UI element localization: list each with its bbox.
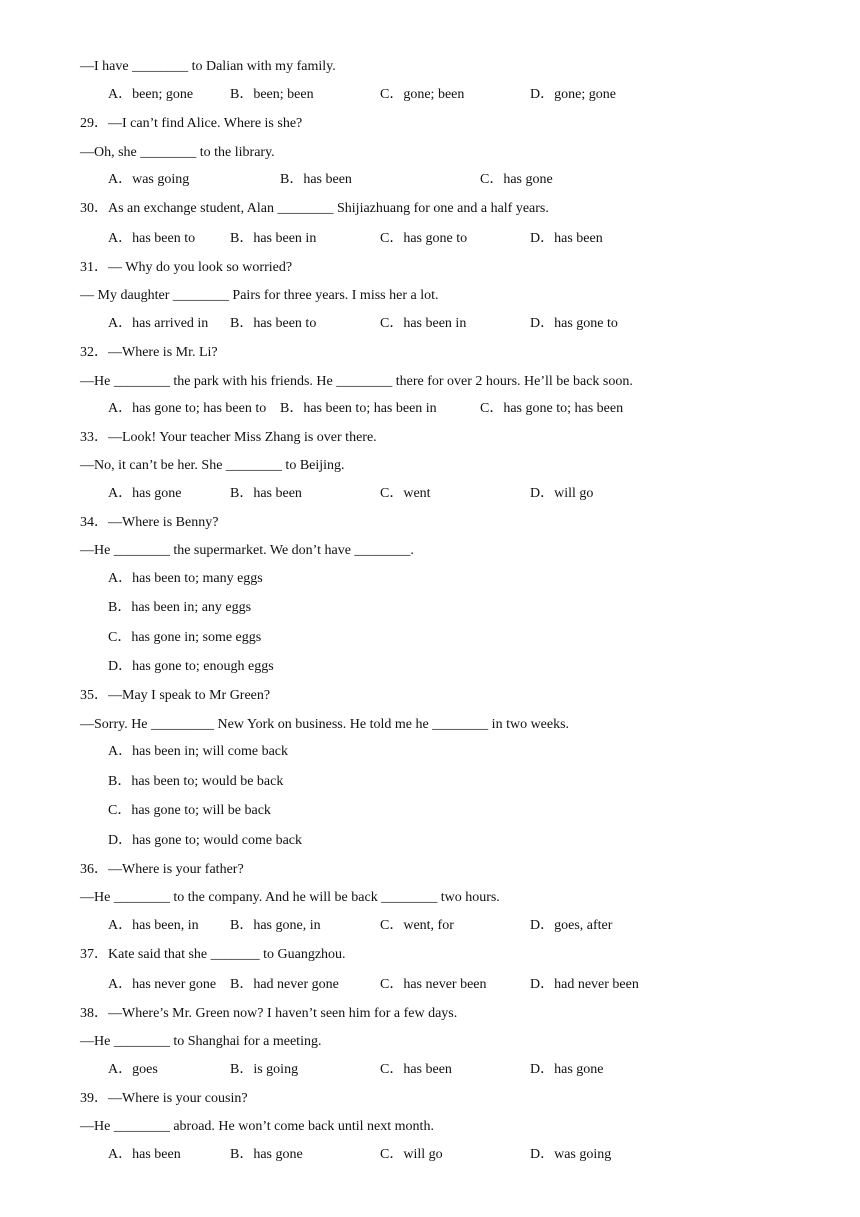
answer-option: B．has gone: [230, 1147, 303, 1162]
answer-option: A．has never gone: [108, 977, 217, 992]
answer-option: D．has been: [530, 231, 603, 246]
answer-option: B．has been: [230, 486, 302, 501]
answer-option: B．has been to: [230, 316, 317, 331]
answer-option: B．is going: [230, 1062, 299, 1077]
answer-option: A．has gone to; has been to: [108, 401, 267, 416]
dialogue-line: —He ________ the supermarket. We don’t have ________.: [80, 543, 414, 558]
answer-option: D．has gone to; enough eggs: [108, 659, 274, 674]
answer-option: A．has been in; will come back: [108, 744, 289, 759]
answer-option: A．has been to: [108, 231, 196, 246]
answer-option: D．was going: [530, 1147, 612, 1162]
answer-option: C．has never been: [380, 977, 487, 992]
answer-option: B．had never gone: [230, 977, 339, 992]
question-stem: 37．Kate said that she _______ to Guangzhou.: [80, 947, 346, 962]
question-stem: 35．—May I speak to Mr Green?: [80, 688, 271, 703]
answer-option: A．has been, in: [108, 918, 199, 933]
answer-option: D．will go: [530, 486, 594, 501]
dialogue-line: —He ________ to Shanghai for a meeting.: [80, 1034, 322, 1049]
answer-option: C．has gone to: [380, 231, 468, 246]
dialogue-line: — My daughter ________ Pairs for three years. I miss her a lot.: [80, 288, 439, 303]
answer-option: D．has gone: [530, 1062, 604, 1077]
answer-option: C．has been: [380, 1062, 452, 1077]
answer-option: B．has been in: [230, 231, 317, 246]
answer-option: B．has been to; would be back: [108, 774, 284, 789]
answer-option: A．was going: [108, 172, 190, 187]
dialogue-line: —Oh, she ________ to the library.: [80, 145, 275, 160]
answer-option: B．has been: [280, 172, 352, 187]
answer-option: A．been; gone: [108, 87, 194, 102]
answer-option: D．goes, after: [530, 918, 613, 933]
answer-option: B．has gone, in: [230, 918, 321, 933]
question-stem: 36．—Where is your father?: [80, 862, 244, 877]
dialogue-line: —He ________ abroad. He won’t come back until next month.: [80, 1119, 434, 1134]
answer-option: A．has arrived in: [108, 316, 209, 331]
question-stem: 39．—Where is your cousin?: [80, 1091, 248, 1106]
answer-option: C．went: [380, 486, 431, 501]
question-stem: 34．—Where is Benny?: [80, 515, 219, 530]
answer-option: D．gone; gone: [530, 87, 616, 102]
answer-option: C．went, for: [380, 918, 454, 933]
answer-option: B．been; been: [230, 87, 314, 102]
answer-option: C．gone; been: [380, 87, 465, 102]
answer-option: B．has been to; has been in: [280, 401, 437, 416]
answer-option: D．has gone to; would come back: [108, 833, 303, 848]
dialogue-line: —He ________ the park with his friends. He ________ there for over 2 hours. He’ll be back soon.: [80, 374, 633, 389]
answer-option: A．goes: [108, 1062, 158, 1077]
answer-option: A．has been to; many eggs: [108, 571, 263, 586]
answer-option: D．has gone to: [530, 316, 618, 331]
question-stem: 31．— Why do you look so worried?: [80, 260, 293, 275]
answer-option: B．has been in; any eggs: [108, 600, 252, 615]
dialogue-line: —Sorry. He _________ New York on business. He told me he ________ in two weeks.: [80, 717, 570, 732]
answer-option: C．has gone to; will be back: [108, 803, 271, 818]
answer-option: A．has been: [108, 1147, 181, 1162]
question-stem: 33．—Look! Your teacher Miss Zhang is over there.: [80, 430, 377, 445]
answer-option: C．will go: [380, 1147, 443, 1162]
answer-option: C．has gone in; some eggs: [108, 630, 262, 645]
answer-option: A．has gone: [108, 486, 182, 501]
question-stem: 32．—Where is Mr. Li?: [80, 345, 218, 360]
question-stem: 30．As an exchange student, Alan ________ Shijiazhuang for one and a half years.: [80, 201, 549, 216]
dialogue-line: —He ________ to the company. And he will be back ________ two hours.: [80, 890, 500, 905]
answer-option: C．has gone to; has been: [480, 401, 624, 416]
question-stem: 29．—I can’t find Alice. Where is she?: [80, 116, 303, 131]
dialogue-line: —No, it can’t be her. She ________ to Beijing.: [80, 458, 345, 473]
question-stem: 38．—Where’s Mr. Green now? I haven’t seen him for a few days.: [80, 1006, 458, 1021]
answer-option: D．had never been: [530, 977, 639, 992]
dialogue-line: —I have ________ to Dalian with my family.: [80, 59, 336, 74]
answer-option: C．has gone: [480, 172, 553, 187]
answer-option: C．has been in: [380, 316, 467, 331]
